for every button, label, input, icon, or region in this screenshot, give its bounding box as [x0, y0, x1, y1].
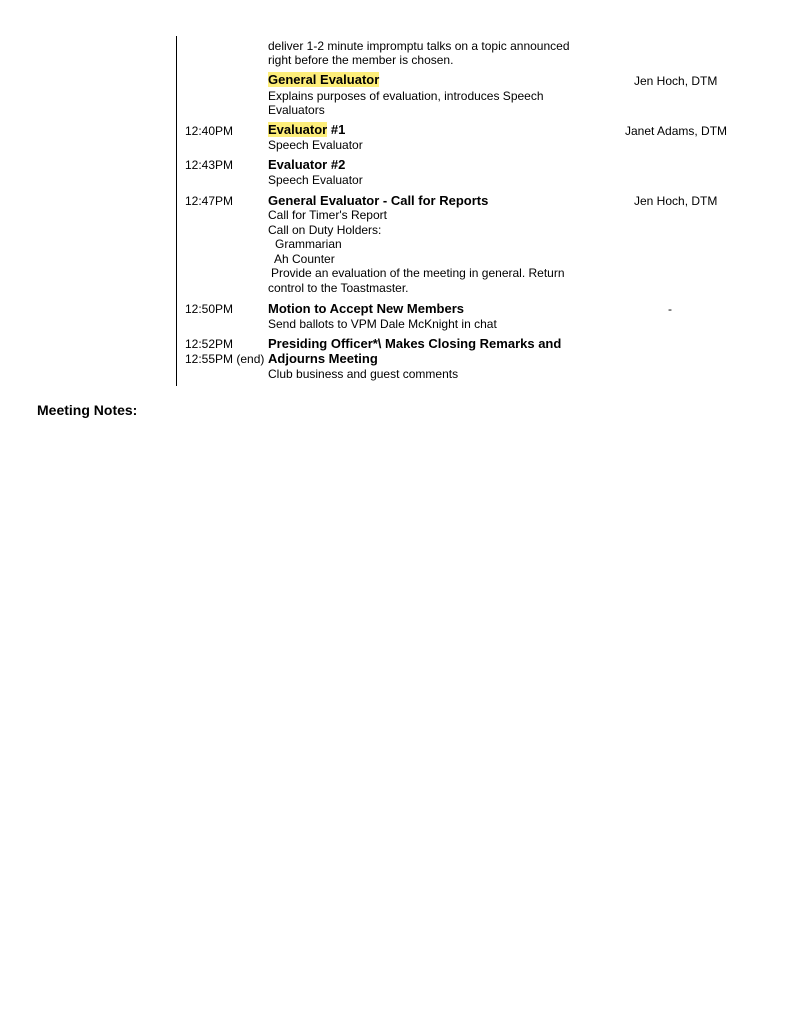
agenda-item-desc: Speech Evaluator — [268, 173, 363, 187]
agenda-item-desc: Provide an evaluation of the meeting in general. Return — [271, 266, 565, 280]
agenda-left-border — [176, 36, 177, 386]
agenda-item-title — [268, 72, 379, 87]
agenda-item-title-continued: Adjourns Meeting — [268, 351, 378, 366]
agenda-item-time: 12:47PM — [185, 194, 234, 208]
agenda-item-time: 12:40PM — [185, 124, 234, 138]
agenda-item-title: Presiding Officer*\ Makes Closing Remarks and — [268, 336, 562, 351]
highlighted-title: Evaluator — [268, 122, 328, 137]
agenda-item-time: 12:52PM — [185, 337, 234, 351]
intro-line-1: deliver 1-2 minute impromptu talks on a topic announced — [268, 39, 570, 53]
meeting-notes-heading: Meeting Notes: — [37, 402, 138, 418]
agenda-item-desc: Call for Timer's Report — [268, 208, 387, 222]
agenda-item-person: Jen Hoch, DTM — [634, 74, 718, 88]
agenda-item-person: Janet Adams, DTM — [625, 124, 728, 138]
agenda-item-desc: Evaluators — [268, 103, 325, 117]
agenda-item-person: Jen Hoch, DTM — [634, 194, 718, 208]
agenda-item-desc: control to the Toastmaster. — [268, 281, 409, 295]
agenda-item-desc: Explains purposes of evaluation, introduces Speech — [268, 89, 544, 103]
agenda-item-title: Evaluator #2 — [268, 157, 346, 172]
highlighted-title: General Evaluator — [268, 72, 380, 87]
agenda-item-desc: Ah Counter — [274, 252, 335, 266]
agenda-item-desc: Grammarian — [275, 237, 342, 251]
agenda-item-title — [268, 122, 345, 137]
agenda-item-time: 12:50PM — [185, 302, 234, 316]
agenda-item-desc: Send ballots to VPM Dale McKnight in chat — [268, 317, 497, 331]
agenda-item-end-time: 12:55PM (end) — [185, 352, 265, 366]
agenda-item-desc: Speech Evaluator — [268, 138, 363, 152]
agenda-item-title: General Evaluator - Call for Reports — [268, 193, 489, 208]
agenda-item-time: 12:43PM — [185, 158, 234, 172]
intro-line-2: right before the member is chosen. — [268, 53, 454, 67]
title-suffix: #1 — [327, 122, 346, 137]
agenda-item-desc: Call on Duty Holders: — [268, 223, 382, 237]
agenda-item-desc: Club business and guest comments — [268, 367, 459, 381]
agenda-item-person: - — [668, 302, 672, 316]
agenda-item-title: Motion to Accept New Members — [268, 301, 464, 316]
